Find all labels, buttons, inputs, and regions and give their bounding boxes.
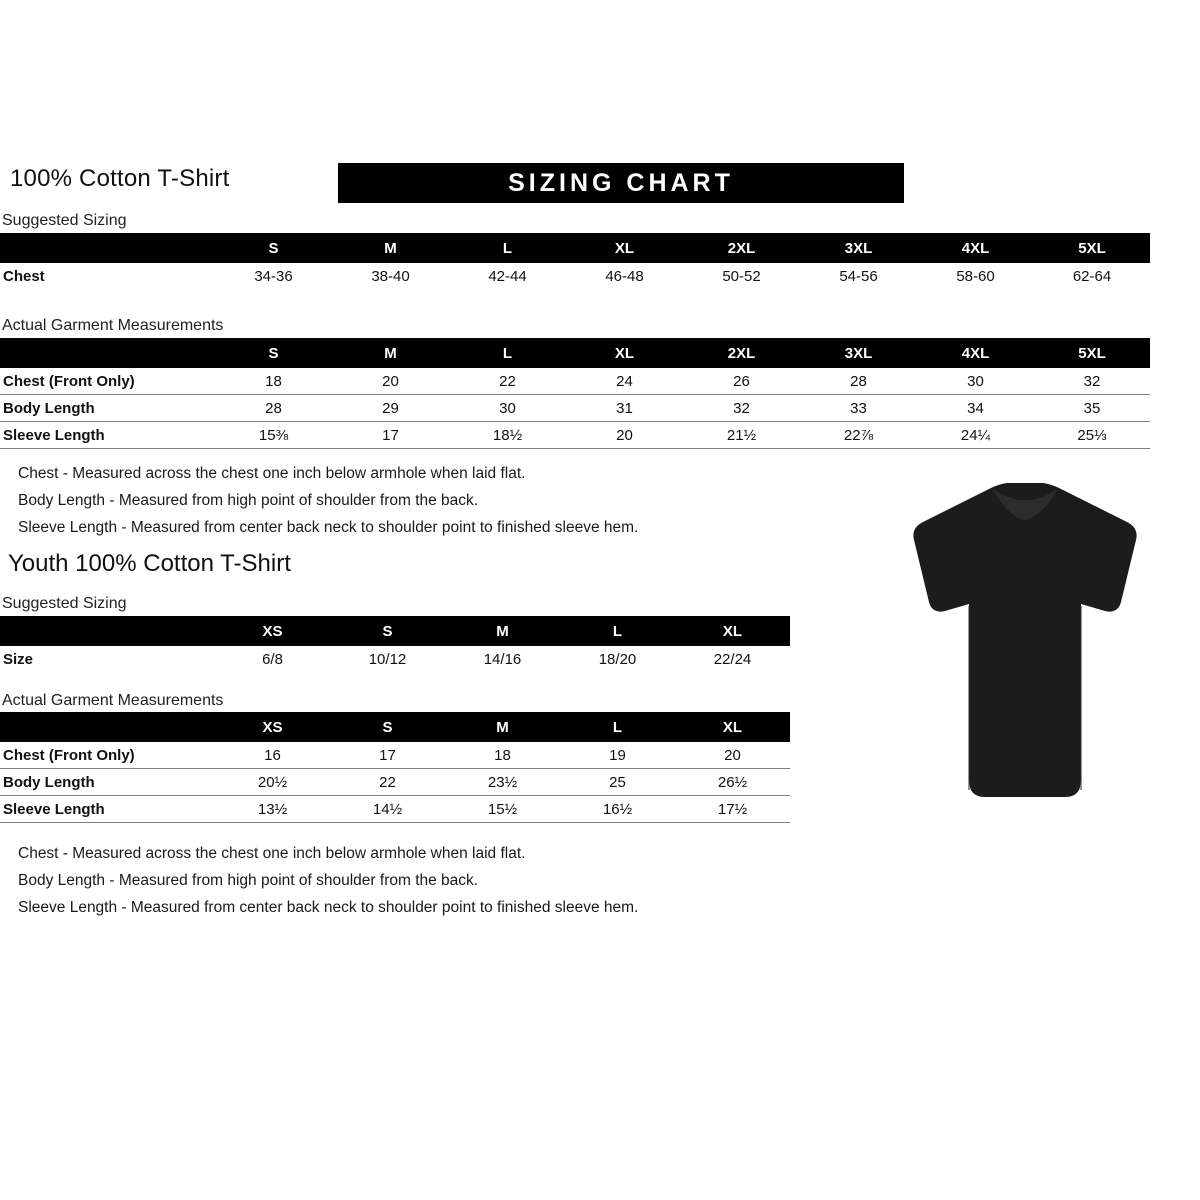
cell-value: 20½ [257, 773, 288, 791]
adult-actual-measurements-table [0, 338, 1150, 449]
cell-value: 18½ [492, 426, 523, 444]
cell-value: 16½ [602, 800, 633, 818]
youth-suggested-label: Suggested Sizing [2, 595, 127, 612]
cell-value: 18 [494, 746, 511, 764]
cell-value: 17½ [717, 800, 748, 818]
header-size: XL [566, 233, 683, 263]
cell-value: 31 [616, 399, 633, 417]
youth-measurement-notes [18, 840, 638, 921]
note-line: Sleeve Length - Measured from center back neck to shoulder point to finished sleeve hem. [18, 519, 639, 536]
note-line: Sleeve Length - Measured from center back neck to shoulder point to finished sleeve hem. [18, 899, 639, 916]
row-label: Size [3, 650, 34, 668]
header-size: M [332, 338, 449, 368]
note-line: Chest - Measured across the chest one inch below armhole when laid flat. [18, 845, 526, 862]
youth-section-title: Youth 100% Cotton T-Shirt [8, 550, 291, 577]
cell-value: 15⅜ [258, 426, 289, 444]
cell-value: 25⅓ [1077, 426, 1107, 444]
cell-value: 35 [1083, 399, 1101, 417]
header-corner [0, 712, 215, 742]
header-corner [0, 616, 215, 646]
cell-value: 46-48 [605, 267, 644, 285]
cell-value: 23½ [487, 773, 518, 791]
cell-value: 14/16 [483, 650, 522, 668]
cell-value: 22/24 [713, 650, 752, 668]
cell-value: 54-56 [839, 267, 878, 285]
adult-suggested-label: Suggested Sizing [2, 212, 127, 229]
cell-value: 38-40 [371, 267, 410, 285]
cell-value: 21½ [726, 426, 757, 444]
header-size: 3XL [800, 233, 917, 263]
cell-value: 32 [733, 399, 750, 417]
adult-suggested-sizing-table [0, 233, 1150, 289]
cell-value: 15½ [487, 800, 518, 818]
header-size: S [215, 338, 332, 368]
youth-actual-label: Actual Garment Measurements [2, 692, 224, 709]
table-row [0, 368, 1150, 395]
cell-value: 58-60 [956, 267, 995, 285]
header-size: L [449, 233, 566, 263]
row-label: Body Length [3, 399, 95, 417]
header-size: L [449, 338, 566, 368]
table-row [0, 769, 790, 796]
cell-value: 26½ [717, 773, 748, 791]
t-shirt-illustration [895, 480, 1155, 810]
header-size: M [332, 233, 449, 263]
cell-value: 30 [499, 399, 516, 417]
cell-value: 20 [382, 372, 399, 390]
cell-value: 26 [733, 372, 750, 390]
header-size: 2XL [683, 233, 800, 263]
cell-value: 24 [616, 372, 633, 390]
header-size: XL [675, 712, 790, 742]
row-label: Chest (Front Only) [3, 372, 135, 390]
cell-value: 10/12 [368, 650, 407, 668]
row-label: Sleeve Length [3, 800, 105, 818]
cell-value: 18/20 [598, 650, 637, 668]
note-line: Body Length - Measured from high point of shoulder from the back. [18, 872, 479, 889]
header-size: M [445, 712, 560, 742]
header-size: S [330, 616, 445, 646]
t-shirt-icon [895, 480, 1155, 810]
table-row [0, 422, 1150, 449]
cell-value: 33 [850, 399, 867, 417]
note-line: Body Length - Measured from high point of shoulder from the back. [18, 492, 479, 509]
sizing-chart-banner-label: SIZING CHART [508, 169, 734, 197]
cell-value: 28 [850, 372, 867, 390]
cell-value: 34 [967, 399, 984, 417]
header-size: 2XL [683, 338, 800, 368]
header-size: S [215, 233, 332, 263]
header-size: XL [675, 616, 790, 646]
adult-actual-label: Actual Garment Measurements [2, 317, 224, 334]
table-row [0, 263, 1150, 289]
header-size: L [560, 616, 675, 646]
header-size: XL [566, 338, 683, 368]
cell-value: 30 [967, 372, 984, 390]
adult-section-title: 100% Cotton T-Shirt [10, 165, 230, 192]
cell-value: 6/8 [262, 650, 283, 668]
sizing-chart-banner [338, 163, 904, 203]
header-size: M [445, 616, 560, 646]
table-header-row [0, 712, 790, 742]
cell-value: 22⅞ [843, 426, 874, 444]
cell-value: 22 [379, 773, 396, 791]
header-corner [0, 338, 215, 368]
table-header-row [0, 616, 790, 646]
cell-value: 19 [609, 746, 626, 764]
header-corner [0, 233, 215, 263]
header-size: L [560, 712, 675, 742]
cell-value: 20 [616, 426, 633, 444]
cell-value: 34-36 [254, 267, 293, 285]
header-size: 5XL [1034, 233, 1150, 263]
table-row [0, 742, 790, 769]
header-size: 5XL [1034, 338, 1150, 368]
header-size: 3XL [800, 338, 917, 368]
table-header-row [0, 233, 1150, 263]
cell-value: 42-44 [488, 267, 527, 285]
cell-value: 20 [724, 746, 741, 764]
table-row [0, 796, 790, 823]
row-label: Chest (Front Only) [3, 746, 135, 764]
cell-value: 28 [265, 399, 282, 417]
table-header-row [0, 338, 1150, 368]
header-size: S [330, 712, 445, 742]
row-label: Chest [3, 267, 45, 285]
cell-value: 17 [382, 426, 399, 444]
row-label: Body Length [3, 773, 95, 791]
header-size: 4XL [917, 338, 1034, 368]
cell-value: 18 [265, 372, 282, 390]
row-label: Sleeve Length [3, 426, 105, 444]
cell-value: 14½ [372, 800, 403, 818]
adult-measurement-notes [18, 460, 638, 541]
cell-value: 62-64 [1072, 267, 1112, 285]
cell-value: 17 [379, 746, 396, 764]
table-row [0, 646, 790, 672]
header-size: 4XL [917, 233, 1034, 263]
youth-actual-measurements-table [0, 712, 790, 823]
table-row [0, 395, 1150, 422]
cell-value: 16 [264, 746, 281, 764]
cell-value: 13½ [257, 800, 288, 818]
youth-suggested-sizing-table [0, 616, 790, 672]
note-line: Chest - Measured across the chest one inch below armhole when laid flat. [18, 465, 526, 482]
cell-value: 22 [499, 372, 516, 390]
header-size: XS [215, 616, 330, 646]
cell-value: 24¼ [960, 426, 991, 444]
cell-value: 32 [1083, 372, 1101, 390]
cell-value: 50-52 [722, 267, 761, 285]
header-size: XS [215, 712, 330, 742]
cell-value: 29 [382, 399, 399, 417]
cell-value: 25 [609, 773, 626, 791]
